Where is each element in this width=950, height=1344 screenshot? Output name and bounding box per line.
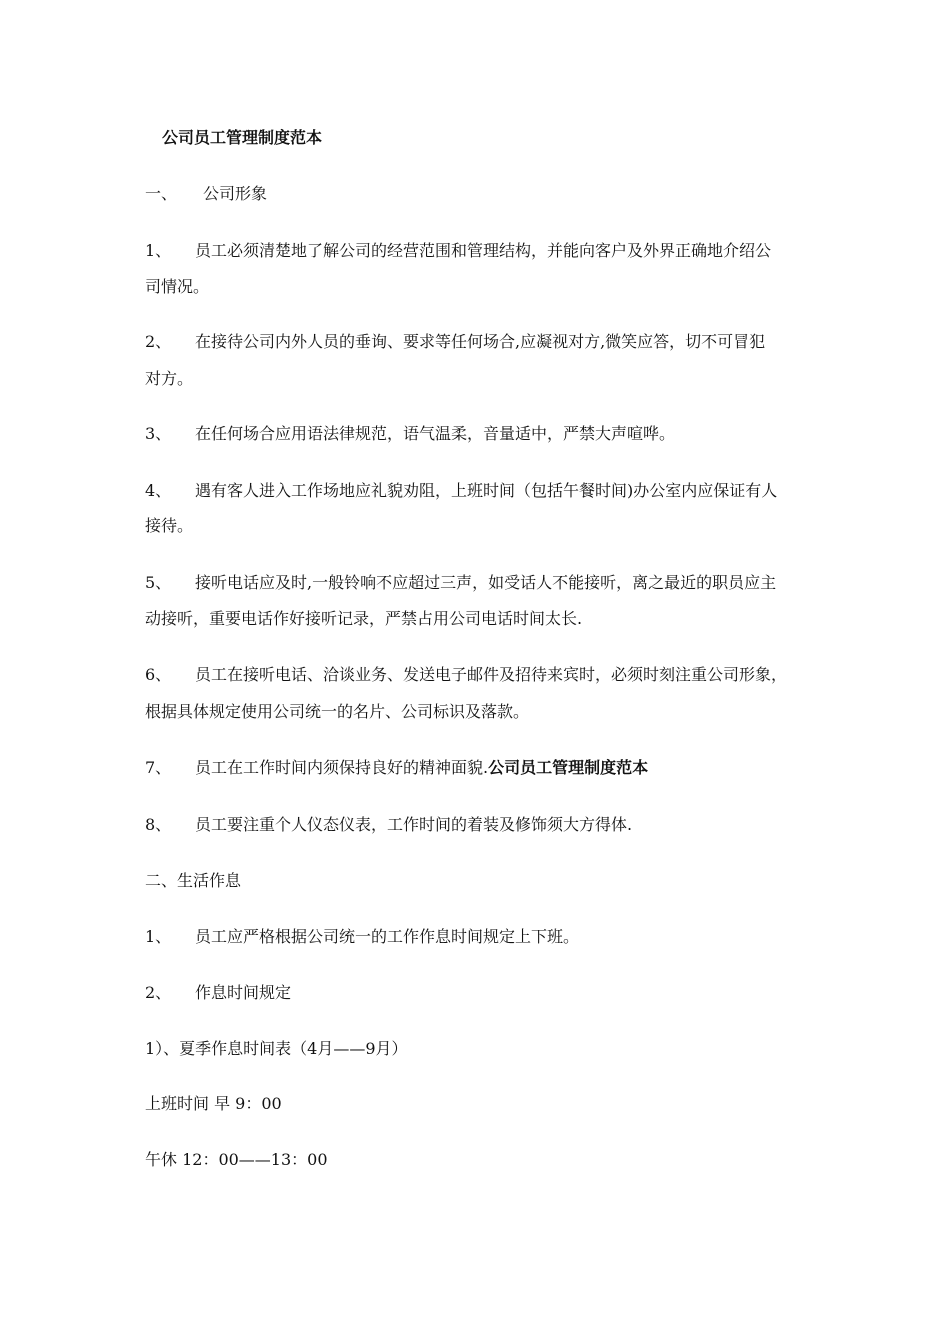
section-1-item-8 [145, 813, 632, 837]
item-number: 2、 [145, 332, 172, 351]
item-text: 遇有客人进入工作场地应礼貌劝阻，上班时间（包括午餐时间)办公室内应保证有人 [195, 481, 778, 500]
section-1-item-2 [145, 330, 765, 354]
section-1-item-6 [145, 663, 787, 687]
section-1-heading [145, 182, 267, 206]
section-1-item-3 [145, 422, 675, 446]
summer-schedule-heading: 1）、夏季作息时间表（4月——9月） [145, 1039, 408, 1058]
section-1-item-2-continued: 对方。 [145, 369, 194, 388]
item-number: 3、 [145, 424, 172, 443]
section-1-title: 公司形象 [203, 184, 268, 203]
section-1-item-4-continued: 接待。 [145, 516, 194, 535]
section-1-item-1 [145, 239, 771, 263]
section-2-item-2 [145, 981, 291, 1005]
item-text: 员工在接听电话、洽谈业务、发送电子邮件及招待来宾时，必须时刻注重公司形象， [195, 665, 788, 684]
item-text: 在接待公司内外人员的垂询、要求等任何场合,应凝视对方,微笑应答，切不可冒犯 [195, 332, 766, 351]
item-number: 4、 [145, 481, 172, 500]
item-number: 1、 [145, 927, 172, 946]
item-text: 员工必须清楚地了解公司的经营范围和管理结构，并能向客户及外界正确地介绍公 [195, 241, 772, 260]
item-number: 7、 [145, 758, 172, 777]
item-text: 在任何场合应用语法律规范，语气温柔，音量适中，严禁大声喧哗。 [195, 424, 676, 443]
item-number: 8、 [145, 815, 172, 834]
item-number: 5、 [145, 573, 172, 592]
item-text: 员工在工作时间内须保持良好的精神面貌. [195, 758, 489, 777]
section-2-item-1 [145, 925, 579, 949]
work-start-time: 上班时间 早 9：00 [145, 1094, 282, 1113]
item-number: 6、 [145, 665, 172, 684]
item-text: 员工要注重个人仪态仪表，工作时间的着装及修饰须大方得体. [195, 815, 633, 834]
item-number: 2、 [145, 983, 172, 1002]
item-text: 接听电话应及时,一般铃响不应超过三声，如受话人不能接听，离之最近的职员应主 [195, 573, 777, 592]
section-1-item-6-continued: 根据具体规定使用公司统一的名片、公司标识及落款。 [145, 702, 530, 721]
section-1-item-7 [145, 756, 648, 780]
item-text: 员工应严格根据公司统一的工作作息时间规定上下班。 [195, 927, 580, 946]
section-1-item-4 [145, 479, 777, 503]
section-1-item-1-continued: 司情况。 [145, 277, 210, 296]
document-title: 公司员工管理制度范本 [162, 128, 323, 147]
section-2-heading: 二、生活作息 [145, 871, 242, 890]
section-1-item-5 [145, 571, 776, 595]
section-1-number: 一、 [145, 184, 178, 203]
lunch-break-time: 午休 12：00——13：00 [145, 1150, 328, 1169]
inline-bold-title: 公司员工管理制度范本 [488, 758, 649, 777]
item-number: 1、 [145, 241, 172, 260]
item-text: 作息时间规定 [195, 983, 292, 1002]
section-1-item-5-continued: 动接听，重要电话作好接听记录，严禁占用公司电话时间太长. [145, 609, 583, 628]
